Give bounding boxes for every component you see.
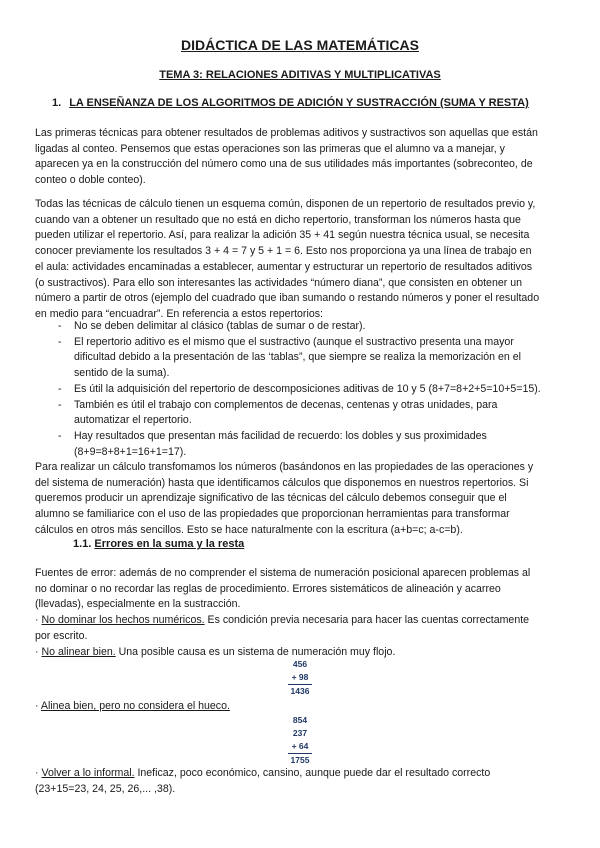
list-item xyxy=(58,429,541,460)
text-line: Todas las técnicas de cálculo tienen un esquema común, disponen de un repertorio de resultados previo y, xyxy=(35,198,536,210)
addend: 854 xyxy=(292,715,308,725)
text-line: del sistema de numeración) hasta que identificamos cálculos que disponemos en nuestros repertorios. Si xyxy=(35,476,529,489)
text-line: También es útil el trabajo con complementos de decenas, centenas y otras unidades, para xyxy=(74,398,498,411)
error-text: Una posible causa es un sistema de numeración muy flojo. xyxy=(115,645,396,658)
paragraph-2 xyxy=(35,197,575,323)
error-label: No alinear bien. xyxy=(41,645,116,658)
text-line: ligadas al conteo. Pensemos que estas operaciones son las primeras que el alumno va a manejar, y xyxy=(35,142,505,155)
dash-bullet: - xyxy=(58,335,62,348)
dot-bullet: · xyxy=(35,645,39,658)
text-line: en medio para “encuadrar”. En referencia a estos repertorios: xyxy=(35,307,323,320)
error-item xyxy=(35,699,575,715)
section-title: LA ENSEÑANZA DE LOS ALGORITMOS DE ADICIÓN Y SUSTRACCIÓN (SUMA Y RESTA) xyxy=(69,97,529,109)
text-line: Para realizar un cálculo transfomamos los números (basándonos en las propiedades de las operaciones y xyxy=(35,461,534,473)
dash-bullet: - xyxy=(58,429,62,442)
text-line: por escrito. xyxy=(35,629,88,642)
sum-result: 1436 xyxy=(290,686,310,696)
list-item xyxy=(58,319,541,335)
error-label: Volver a lo informal. xyxy=(41,767,135,779)
section-number: 1.1. xyxy=(73,538,92,550)
addend: + 98 xyxy=(288,671,313,685)
sum-result: 1755 xyxy=(290,755,310,765)
list-item xyxy=(58,335,541,382)
addend: + 64 xyxy=(288,740,313,754)
text-line: Hay resultados que presentan más facilidad de recuerdo: los dobles y sus proximidades xyxy=(74,429,487,442)
error-label: No dominar los hechos numéricos. xyxy=(41,614,205,627)
text-line: sentido de la suma). xyxy=(74,367,170,380)
error-item xyxy=(35,613,575,629)
list-item xyxy=(58,398,541,429)
bullet-list xyxy=(58,319,541,460)
dash-bullet: - xyxy=(58,382,62,395)
section-1-1-heading xyxy=(73,538,244,550)
text-line: automatizar el repertorio. xyxy=(74,414,192,427)
text-line: aparecen ya en la construcción del número como una de sus utilidades más importantes (sobreconteo, de xyxy=(35,158,533,171)
list-item xyxy=(58,382,541,398)
dash-bullet: - xyxy=(58,320,62,332)
text-line: El repertorio aditivo es el mismo que el sustractivo (aunque el sustractivo presenta una mayor xyxy=(74,335,514,348)
sum-example-2 xyxy=(0,714,600,767)
section-number: 1. xyxy=(52,97,62,109)
text-line: (23+15=23, 24, 25, 26,... ,38). xyxy=(35,782,176,795)
error-label: Alinea bien, pero no considera el hueco. xyxy=(40,700,230,712)
text-line: (o sustractivos). Para ello son interesantes las actividades “número diana”, que consisten en obtener un xyxy=(35,276,522,289)
section-title: Errores en la suma y la resta xyxy=(94,538,245,550)
text-line: (8+9=8+8+1=16+1=17). xyxy=(74,445,187,458)
error-text: Ineficaz, poco económico, cansino, aunque puede dar el resultado correcto xyxy=(134,767,491,779)
section-1-heading xyxy=(52,97,529,109)
text-line: dificultad debido a la presentación de las ‘tablas”, que siempre se realiza la memorización en el xyxy=(74,351,521,364)
text-line: Es útil la adquisición del repertorio de descomposiciones aditivas de 10 y 5 (8+7=8+2+5=10+5=15). xyxy=(74,382,541,395)
dash-bullet: - xyxy=(58,398,62,411)
text-line: número a partir de otros (ejemplo del cuadrado que iban sumando o restando números y poner el resultado xyxy=(35,292,540,305)
text-line: el aula: actividades encaminadas a establecer, aumentar y estructurar un repertorio de resultados aditivos xyxy=(35,260,533,273)
text-line: cuando van a obtener un resultado que no está en dicho repertorio, transforman los números hasta que xyxy=(35,213,521,226)
addend: 237 xyxy=(292,728,308,738)
document-title: DIDÁCTICA DE LAS MATEMÁTICAS xyxy=(181,37,419,53)
text-line: Las primeras técnicas para obtener resultados de problemas aditivos y sustractivos son aquellas que están xyxy=(35,127,538,139)
dot-bullet: · xyxy=(35,767,39,779)
text-line: alumno se familiarice con el uso de las propiedades que proporcionan herramientas para transformar xyxy=(35,508,510,521)
text-line: pueden utilizar el repertorio. Así, para realizar la adición 35 + 41 según nuestra técnica usual, se necesita xyxy=(35,229,530,242)
addend: 456 xyxy=(292,659,308,669)
paragraph-3 xyxy=(35,460,575,539)
paragraph-1 xyxy=(35,126,575,189)
error-text: Es condición previa necesaria para hacer las cuentas correctamente xyxy=(204,614,530,627)
text-line: conocer previamente los resultados 3 + 4 = 7 y 5 + 1 = 6. Esto nos proporciona ya una línea de trabajo en xyxy=(35,245,532,258)
dot-bullet: · xyxy=(35,700,39,712)
error-item xyxy=(35,766,575,797)
sum-example-1 xyxy=(0,658,600,698)
text-line: conteo o doble conteo). xyxy=(35,174,146,187)
paragraph-4 xyxy=(35,566,575,660)
text-line: no dominar o no recordar las reglas de procedimiento. Errores sistemáticos de alineación y acarreo xyxy=(35,582,501,595)
dot-bullet: · xyxy=(35,614,39,627)
text-line: cálculos en otros más sencillos. Esto se hace naturalmente con la escritura (a+b=c; a-c=b). xyxy=(35,523,463,536)
text-line: (llevadas), especialmente en la sustracción. xyxy=(35,598,241,611)
topic-title: TEMA 3: RELACIONES ADITIVAS Y MULTIPLICATIVAS xyxy=(159,69,441,81)
text-line: No se deben delimitar al clásico (tablas de sumar o de restar). xyxy=(74,320,366,332)
text-line: queremos producir un aprendizaje significativo de las técnicas del cálculo debemos conseguir que el xyxy=(35,492,507,505)
text-line: Fuentes de error: además de no comprender el sistema de numeración posicional aparecen problemas al xyxy=(35,567,531,579)
